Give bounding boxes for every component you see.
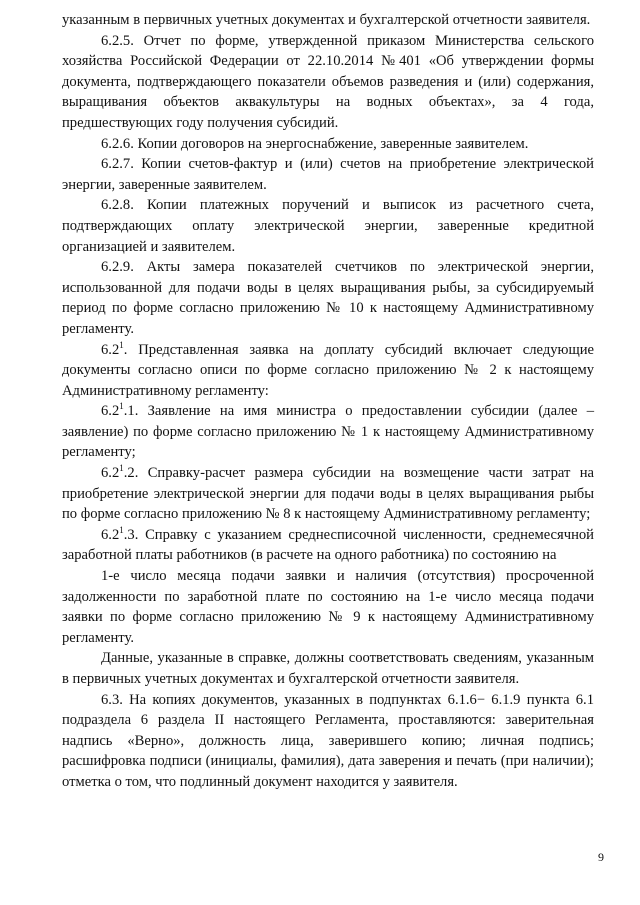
paragraph-0: указанным в первичных учетных документах и бухгалтерской отчетности заявителя. — [62, 12, 591, 28]
paragraph-6-2-1-1: $6.2^1.1$. Заявление на имя министра о предоставлении субсидии (далее – заявление) по форме согласно приложению № 1 к настоящему Административному регламенту; — [62, 401, 594, 461]
paragraph-6-2-8: 6.2.8. Копии платежных поручений и выписок из расчетного счета, подтверждающих оплату электрической энергии, заверенные кредитной организацией и заявителем. — [62, 197, 594, 255]
paragraph-6-2-6: 6.2.6. Копии договоров на энергоснабжение, заверенные заявителем. — [101, 135, 529, 152]
paragraph-6-2-5: 6.2.5. Отчет по форме, утвержденной приказом Министерства сельского хозяйства Российской Федерации от 22.10.2014 №401 «Об утверждении формы документа, подтверждающего показатели объемов разведения и (или) содержания, выращивания объектов аквакультуры на водных объектах», за 4 года, предшествующих году получения субсидий. — [62, 32, 594, 131]
paragraph-6-2-7: 6.2.7. Копии счетов-фактур и (или) счетов на приобретение электрической энергии, заверенные заявителем. — [62, 156, 594, 193]
page-number: 9 — [598, 850, 604, 864]
paragraph-data-note: Данные, указанные в справке, должны соответствовать сведениям, указанным в первичных учетных документах и бухгалтерской отчетности заявителя. — [62, 650, 594, 687]
paragraph-arrears: 1-е число месяца подачи заявки и наличия (отсутствия) просроченной задолженности по заработной плате по состоянию на 1-е число месяца подачи заявки по форме согласно приложению № 9 к настоящему Административному регламенту. — [62, 568, 594, 646]
paragraph-6-2-1-3: $6.2^1.3$. Справку с указанием среднесписочной численности, среднемесячной заработной платы работников (в расчете на одного работника) по состоянию на — [62, 524, 594, 564]
paragraph-6-3: 6.3. На копиях документов, указанных в подпунктах 6.1.6− 6.1.9 пункта 6.1 подраздела 6 раздела II настоящего Регламента, проставляются: заверительная надпись «Верно», должность лица, заверившего копию; личная подпись; расшифровка подписи (инициалы, фамилия), дата заверения и печать (при наличии); отметка о том, что подлинный документ находится у заявителя. — [62, 691, 594, 790]
paragraph-6-2-1-2: $6.2^1.2$. Справку-расчет размера субсидии на возмещение части затрат на приобретение электрической энергии для подачи воды в целях выращивания рыбы по форме согласно приложению № 8 к настоящему Административному регламенту; — [62, 463, 594, 523]
paragraph-6-2-9: 6.2.9. Акты замера показателей счетчиков по электрической энергии, использованной для подачи воды в целях выращивания рыбы, за субсидируемый период по форме согласно приложению № 10 к настоящему Административному регламенту. — [62, 259, 594, 337]
body-text — [62, 10, 594, 793]
paragraph-6-2-1: $6.2^1$. Представленная заявка на доплату субсидий включает следующие документы согласно описи по форме согласно приложению № 2 к настоящему Административному регламенту: — [62, 339, 594, 399]
